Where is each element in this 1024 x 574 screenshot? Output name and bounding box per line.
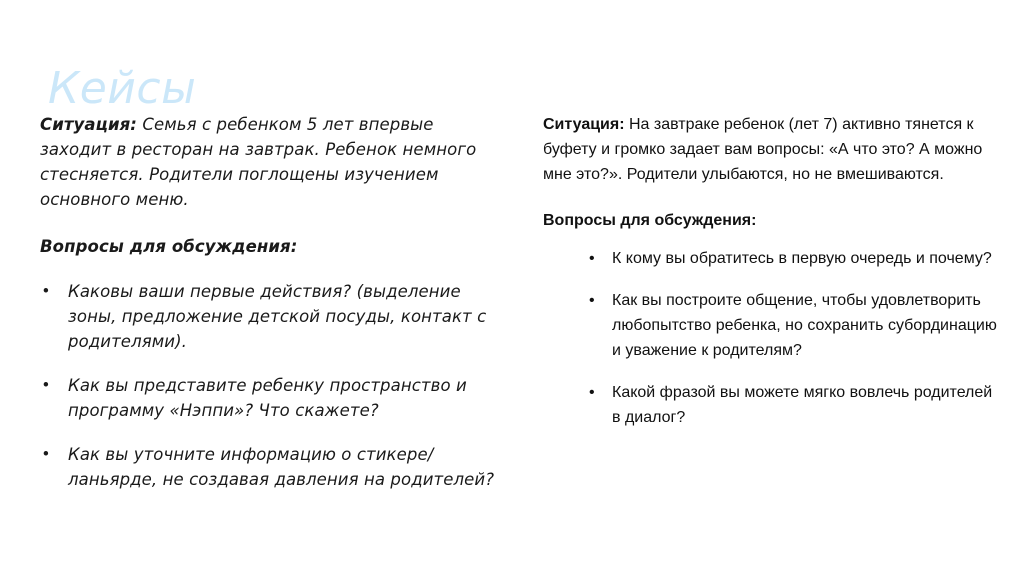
page-title: Кейсы	[48, 63, 197, 115]
left-situation-label: Ситуация:	[40, 115, 138, 134]
list-item-text: Как вы уточните информацию о стикере/ланьярде, не создавая давления на родителей?	[68, 445, 495, 489]
list-item-text: Каковы ваши первые действия? (выделение зоны, предложение детской посуды, контакт с родителями).	[68, 282, 487, 351]
right-situation-text: На завтраке ребенок (лет 7) активно тянется к буфету и громко задает вам вопросы: «А что это? А можно мне это?». Родители улыбаются, но не вмешиваются.	[543, 116, 983, 183]
right-questions-heading: Вопросы для обсуждения:	[543, 212, 757, 229]
bullet-icon: •	[43, 282, 49, 300]
list-item	[543, 380, 1005, 430]
list-item	[543, 288, 1005, 363]
list-item	[40, 279, 510, 354]
case-column-right	[543, 112, 1005, 430]
right-questions-list	[543, 246, 1005, 430]
list-item-text: Какой фразой вы можете мягко вовлечь родителей в диалог?	[612, 384, 993, 426]
bullet-icon: •	[589, 250, 595, 267]
left-questions-list	[40, 279, 510, 492]
case-column-left	[40, 112, 510, 492]
bullet-icon: •	[43, 445, 49, 463]
bullet-icon: •	[43, 376, 49, 394]
right-situation-label: Ситуация:	[543, 116, 625, 133]
list-item-text: Как вы построите общение, чтобы удовлетворить любопытство ребенка, но сохранить субординацию и уважение к родителям?	[612, 292, 997, 359]
list-item	[40, 442, 510, 492]
left-situation-text: Семья с ребенком 5 лет впервые заходит в ресторан на завтрак. Ребенок немного стесняется. Родители поглощены изучением основного меню.	[40, 115, 477, 209]
list-item	[40, 373, 510, 423]
left-situation-paragraph	[40, 112, 510, 212]
list-item-text: Как вы представите ребенку пространство и программу «Нэппи»? Что скажете?	[68, 376, 467, 420]
bullet-icon: •	[589, 384, 595, 401]
right-situation-paragraph	[543, 112, 1005, 187]
bullet-icon: •	[589, 292, 595, 309]
list-item	[543, 246, 1005, 271]
list-item-text: К кому вы обратитесь в первую очередь и почему?	[612, 250, 992, 267]
left-questions-heading: Вопросы для обсуждения:	[40, 237, 298, 256]
